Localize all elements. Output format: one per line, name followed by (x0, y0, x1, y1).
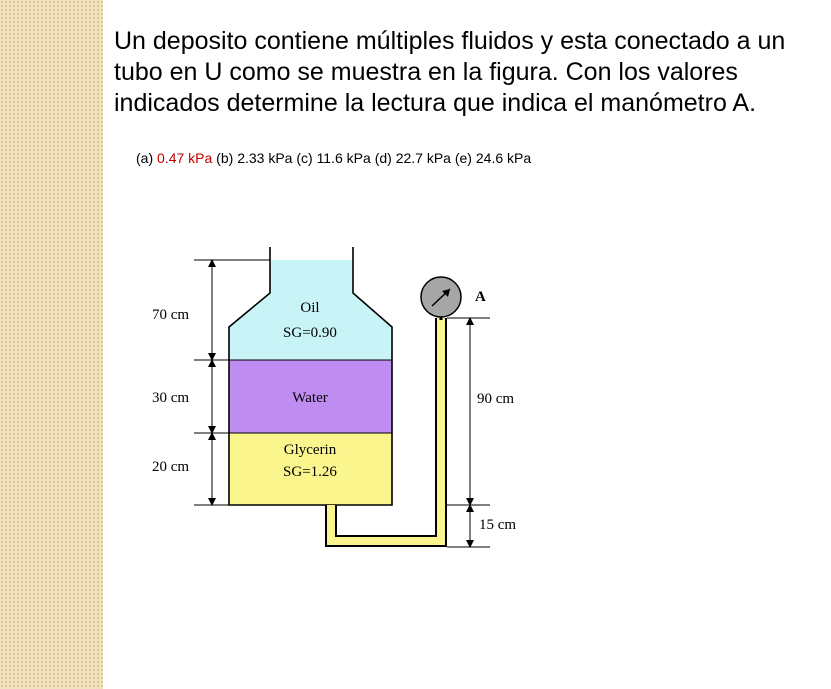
right-dimensions (447, 318, 490, 547)
option-e: (e) 24.6 kPa (454, 150, 532, 166)
question-text: Un deposito contiene múltiples fluidos y esta conectado a un tubo en U como se muestra en la figura. Con los valores indicados determine la lectura que indica el manómetro A. (114, 27, 786, 117)
glycerin-label: Glycerin (283, 442, 337, 458)
option-d: (d) 22.7 kPa (374, 150, 451, 166)
gauge-label: A (475, 289, 486, 305)
oil-label: Oil (300, 300, 320, 316)
glycerin-sg-label: SG=1.26 (283, 464, 337, 480)
option-c: (c) 11.6 kPa (296, 150, 371, 166)
oil-sg-label: SG=0.90 (283, 325, 337, 341)
option-a: (a) 0.47 kPa (136, 150, 213, 166)
pressure-gauge-icon (421, 277, 461, 320)
dim-glycerin-label: 20 cm (152, 459, 190, 475)
option-a-value-correct: 0.47 kPa (157, 150, 213, 166)
dim-oil-label: 70 cm (152, 307, 190, 323)
dim-tube-height-label: 90 cm (477, 391, 515, 407)
dim-water-label: 30 cm (152, 390, 190, 406)
option-b: (b) 2.33 kPa (216, 150, 293, 166)
dim-tube-bottom-label: 15 cm (479, 517, 517, 533)
water-label: Water (292, 390, 328, 406)
